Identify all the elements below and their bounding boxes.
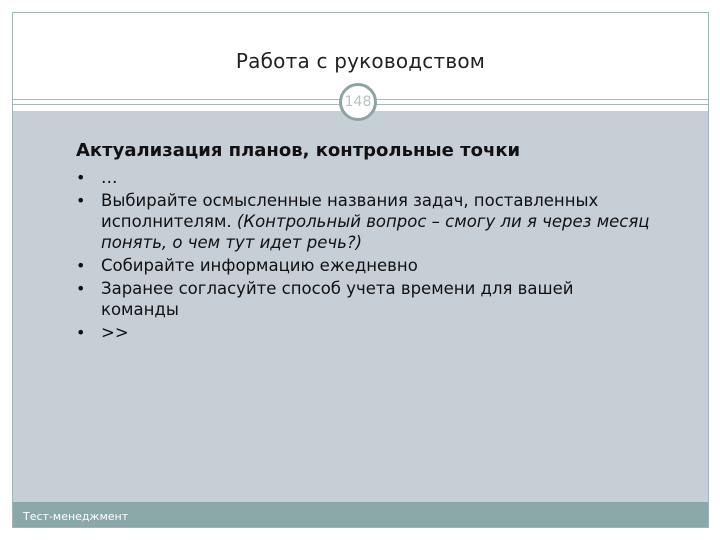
- bullet-italic-note: (Контрольный вопрос – смогу ли я через месяц понять, о чем тут идет речь?): [101, 212, 650, 252]
- bullet-dot-icon: •: [76, 279, 86, 298]
- bullet-dot-icon: •: [76, 168, 86, 187]
- bullet-text: Выбирайте осмысленные названия задач, поставленных исполнителям.: [101, 191, 599, 231]
- bullet-item: [76, 167, 656, 188]
- bullet-text: …: [101, 168, 118, 187]
- slide-title: Работа с руководством: [235, 49, 486, 73]
- section-heading: Актуализация планов, контрольные точки: [76, 140, 521, 161]
- bullet-item: [76, 255, 656, 276]
- bullet-item: [76, 322, 656, 343]
- slide-body: [76, 140, 656, 345]
- bullet-text: Собирайте информацию ежедневно: [101, 256, 418, 275]
- footer-bar: [13, 502, 708, 528]
- bullet-text: >>: [101, 323, 129, 342]
- bullet-dot-icon: •: [76, 191, 86, 210]
- bullet-dot-icon: •: [76, 256, 86, 275]
- bullet-list: [76, 167, 656, 343]
- bullet-text: Заранее согласуйте способ учета времени для вашей команды: [101, 279, 574, 319]
- footer-label: Тест-менеджмент: [23, 510, 129, 523]
- bullet-dot-icon: •: [76, 323, 86, 342]
- bullet-item: [76, 190, 656, 253]
- bullet-item: [76, 278, 656, 320]
- page-number-badge: [339, 83, 377, 121]
- page-number: 148: [344, 94, 372, 110]
